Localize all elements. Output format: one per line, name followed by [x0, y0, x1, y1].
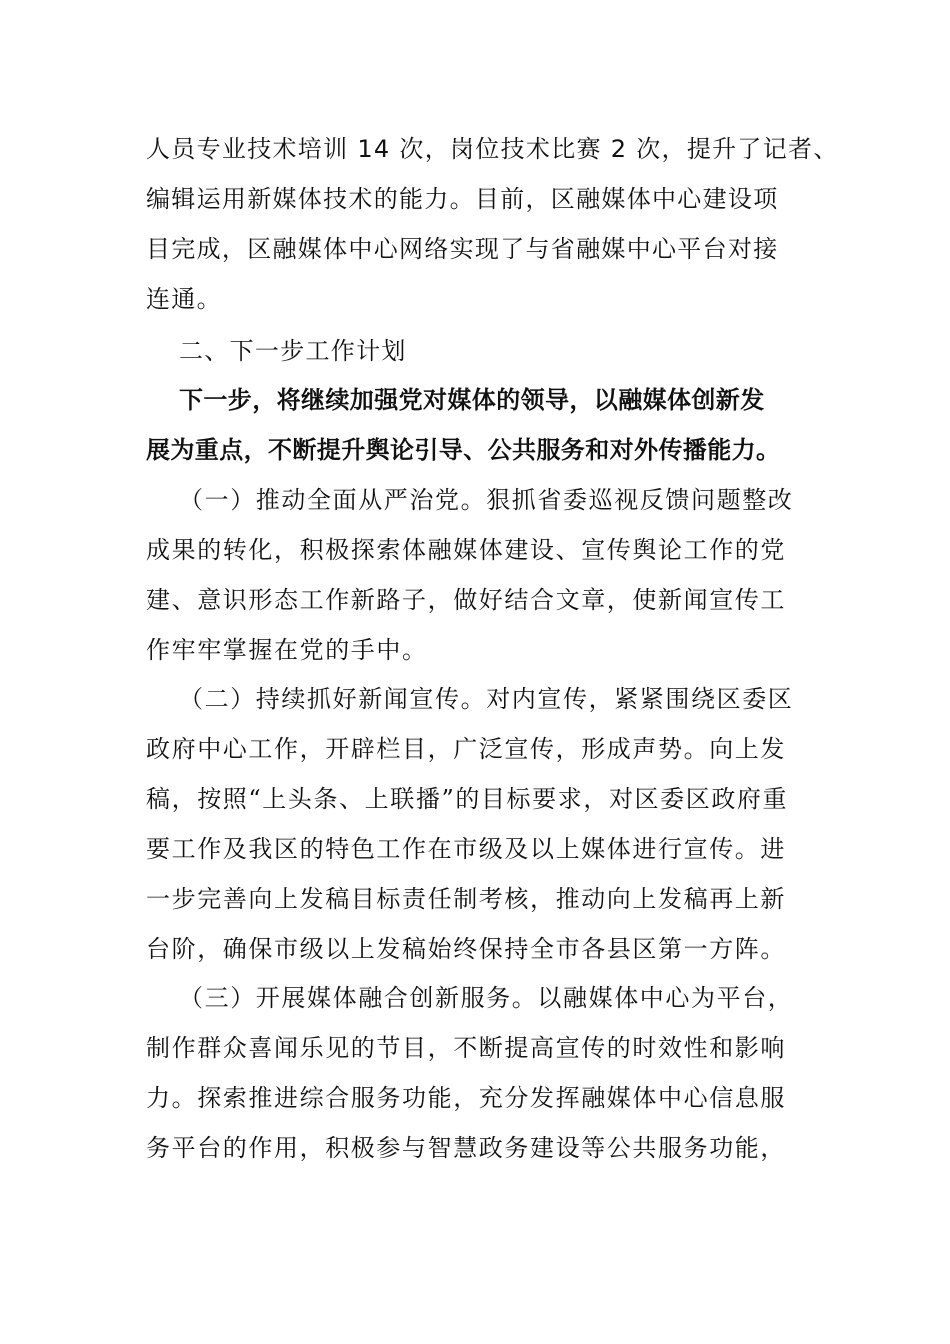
text-line: 目完成，区融媒体中心网络实现了与省融媒中心平台对接 — [146, 235, 779, 263]
paragraph-item-one — [146, 475, 816, 675]
paragraph-item-two — [146, 674, 816, 974]
text-line: （二）持续抓好新闻宣传。对内宣传，紧紧围绕区委区 — [179, 685, 794, 713]
text-line: 政府中心工作，开辟栏目，广泛宣传，形成声势。向上发 — [146, 735, 786, 763]
text-line: 稿，按照“上头条、上联播”的目标要求，对区委区政府重 — [146, 785, 789, 813]
paragraph-summary — [146, 375, 816, 475]
text-line: 务平台的作用，积极参与智慧政务建设等公共服务功能， — [146, 1134, 786, 1162]
text-line: 作牢牢掌握在党的手中。 — [146, 636, 428, 664]
heading-text: 二、下一步工作计划 — [179, 337, 407, 365]
text-line: 展为重点，不断提升舆论引导、公共服务和对外传播能力。 — [146, 436, 781, 464]
text-line: （三）开展媒体融合创新服务。以融媒体中心为平台， — [179, 984, 794, 1012]
text-line: 制作群众喜闻乐见的节目，不断提高宣传的时效性和影响 — [146, 1034, 786, 1062]
text-line: 力。探索推进综合服务功能，充分发挥融媒体中心信息服 — [146, 1084, 786, 1112]
text-line: （一）推动全面从严治党。狠抓省委巡视反馈问题整改 — [179, 486, 794, 514]
text-line: 成果的转化，积极探索体融媒体建设、宣传舆论工作的党 — [146, 536, 786, 564]
text-line: 一步完善向上发稿目标责任制考核，推动向上发稿再上新 — [146, 885, 786, 913]
paragraph-training-results — [146, 124, 839, 324]
text-line: 建、意识形态工作新路子，做好结合文章，使新闻宣传工 — [146, 586, 786, 614]
text-line: 要工作及我区的特色工作在市级及以上媒体进行宣传。进 — [146, 835, 786, 863]
paragraph-item-three — [146, 973, 816, 1173]
text-line: 人员专业技术培训 14 次，岗位技术比赛 2 次，提升了记者、 — [146, 135, 839, 163]
text-line: 编辑运用新媒体技术的能力。目前，区融媒体中心建设项 — [146, 185, 779, 213]
text-line: 连通。 — [146, 285, 222, 313]
text-line: 下一步，将继续加强党对媒体的领导，以融媒体创新发 — [179, 386, 765, 414]
text-line: 台阶，确保市级以上发稿始终保持全市各县区第一方阵。 — [146, 935, 786, 963]
section-heading — [146, 326, 849, 376]
